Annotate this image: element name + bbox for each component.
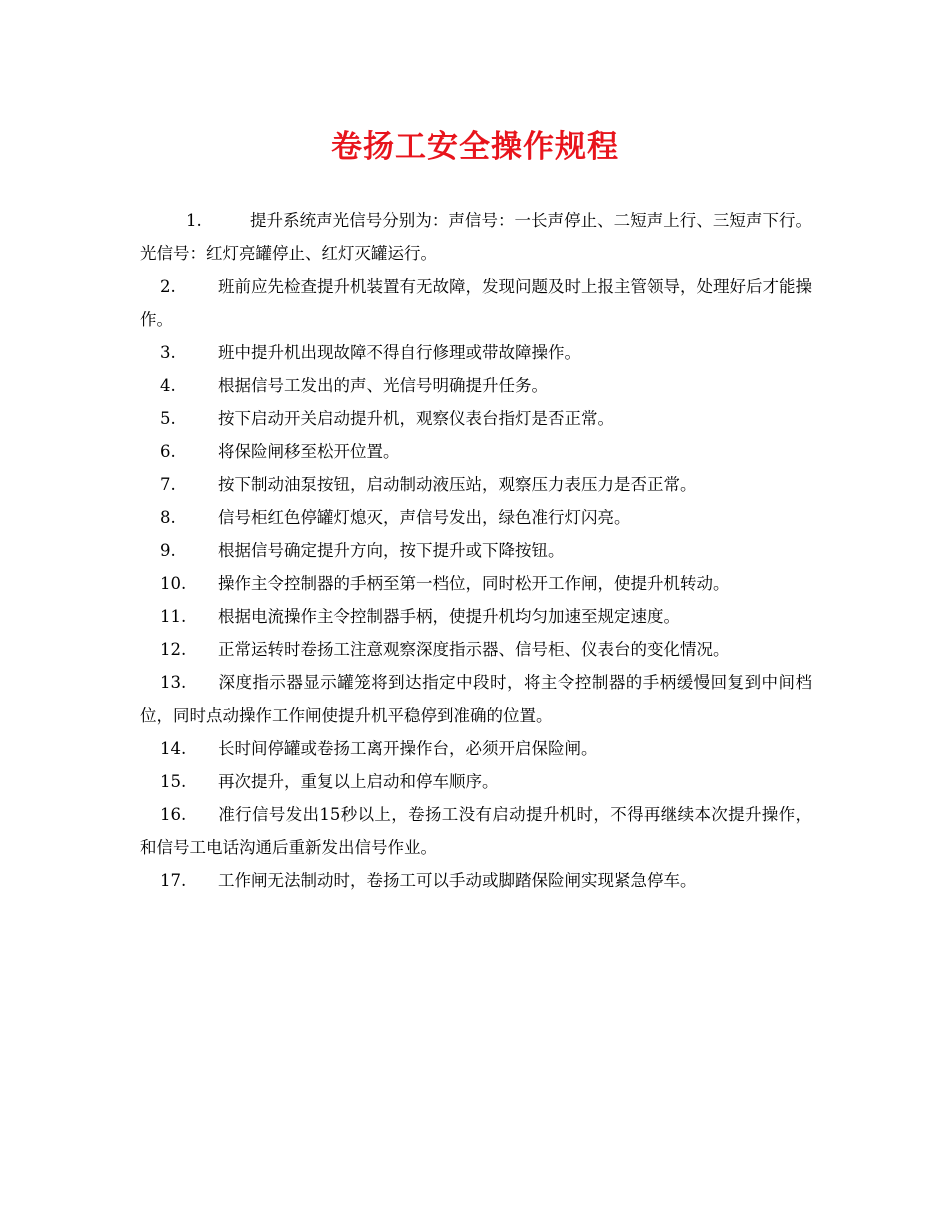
- item-number: 11.: [160, 607, 187, 626]
- item-text: 按下启动开关启动提升机，观察仪表台指灯是否正常。: [218, 409, 614, 428]
- list-item: [140, 402, 812, 435]
- item-number: 14.: [160, 739, 187, 758]
- item-text: 根据信号确定提升方向，按下提升或下降按钮。: [218, 541, 565, 560]
- item-number: 5.: [160, 409, 176, 428]
- document-title: 卷扬工安全操作规程: [331, 129, 619, 165]
- item-text: 信号柜红色停罐灯熄灭，声信号发出，绿色准行灯闪亮。: [218, 508, 631, 527]
- item-number: 1.: [186, 211, 202, 230]
- list-item: [140, 204, 812, 270]
- item-text: 根据信号工发出的声、光信号明确提升任务。: [218, 376, 548, 395]
- item-text: 按下制动油泵按钮，启动制动液压站，观察压力表压力是否正常。: [218, 475, 697, 494]
- list-item: [140, 468, 812, 501]
- list-item: [140, 765, 812, 798]
- item-number: 17.: [160, 871, 187, 890]
- item-number: 6.: [160, 442, 176, 461]
- list-item: [140, 501, 812, 534]
- list-item: [140, 534, 812, 567]
- list-item: [140, 798, 812, 864]
- list-item: [140, 732, 812, 765]
- item-text: 班中提升机出现故障不得自行修理或带故障操作。: [218, 343, 581, 362]
- item-number: 8.: [160, 508, 176, 527]
- item-number: 15.: [160, 772, 187, 791]
- item-number: 12.: [160, 640, 187, 659]
- list-item: [140, 270, 812, 336]
- item-number: 7.: [160, 475, 176, 494]
- item-text: 提升系统声光信号分别为：声信号：一长声停止、二短声上行、三短声下行。光信号：红灯亮罐停止、红灯灭罐运行。: [140, 211, 812, 263]
- item-number: 9.: [160, 541, 176, 560]
- item-text: 长时间停罐或卷扬工离开操作台，必须开启保险闸。: [218, 739, 598, 758]
- item-number: 4.: [160, 376, 176, 395]
- item-text: 班前应先检查提升机装置有无故障，发现问题及时上报主管领导，处理好后才能操作。: [140, 277, 812, 329]
- list-item: [140, 369, 812, 402]
- item-text: 工作闸无法制动时，卷扬工可以手动或脚踏保险闸实现紧急停车。: [218, 871, 697, 890]
- list-item: [140, 864, 812, 897]
- item-number: 2.: [160, 277, 176, 296]
- item-text: 将保险闸移至松开位置。: [218, 442, 400, 461]
- item-number: 16.: [160, 805, 187, 824]
- item-text: 深度指示器显示罐笼将到达指定中段时，将主令控制器的手柄缓慢回复到中间档位，同时点动操作工作闸使提升机平稳停到准确的位置。: [140, 673, 812, 725]
- list-item: [140, 567, 812, 600]
- list-item: [140, 666, 812, 732]
- item-text: 操作主令控制器的手柄至第一档位，同时松开工作闸，使提升机转动。: [218, 574, 730, 593]
- rules-list: [140, 204, 812, 897]
- list-item: [140, 336, 812, 369]
- item-text: 准行信号发出15秒以上，卷扬工没有启动提升机时，不得再继续本次提升操作，和信号工电话沟通后重新发出信号作业。: [140, 805, 812, 857]
- list-item: [140, 600, 812, 633]
- list-item: [140, 435, 812, 468]
- item-text: 根据电流操作主令控制器手柄，使提升机均匀加速至规定速度。: [218, 607, 680, 626]
- item-text: 正常运转时卷扬工注意观察深度指示器、信号柜、仪表台的变化情况。: [218, 640, 730, 659]
- item-number: 10.: [160, 574, 187, 593]
- item-number: 13.: [160, 673, 187, 692]
- item-number: 3.: [160, 343, 176, 362]
- list-item: [140, 633, 812, 666]
- item-text: 再次提升，重复以上启动和停车顺序。: [218, 772, 499, 791]
